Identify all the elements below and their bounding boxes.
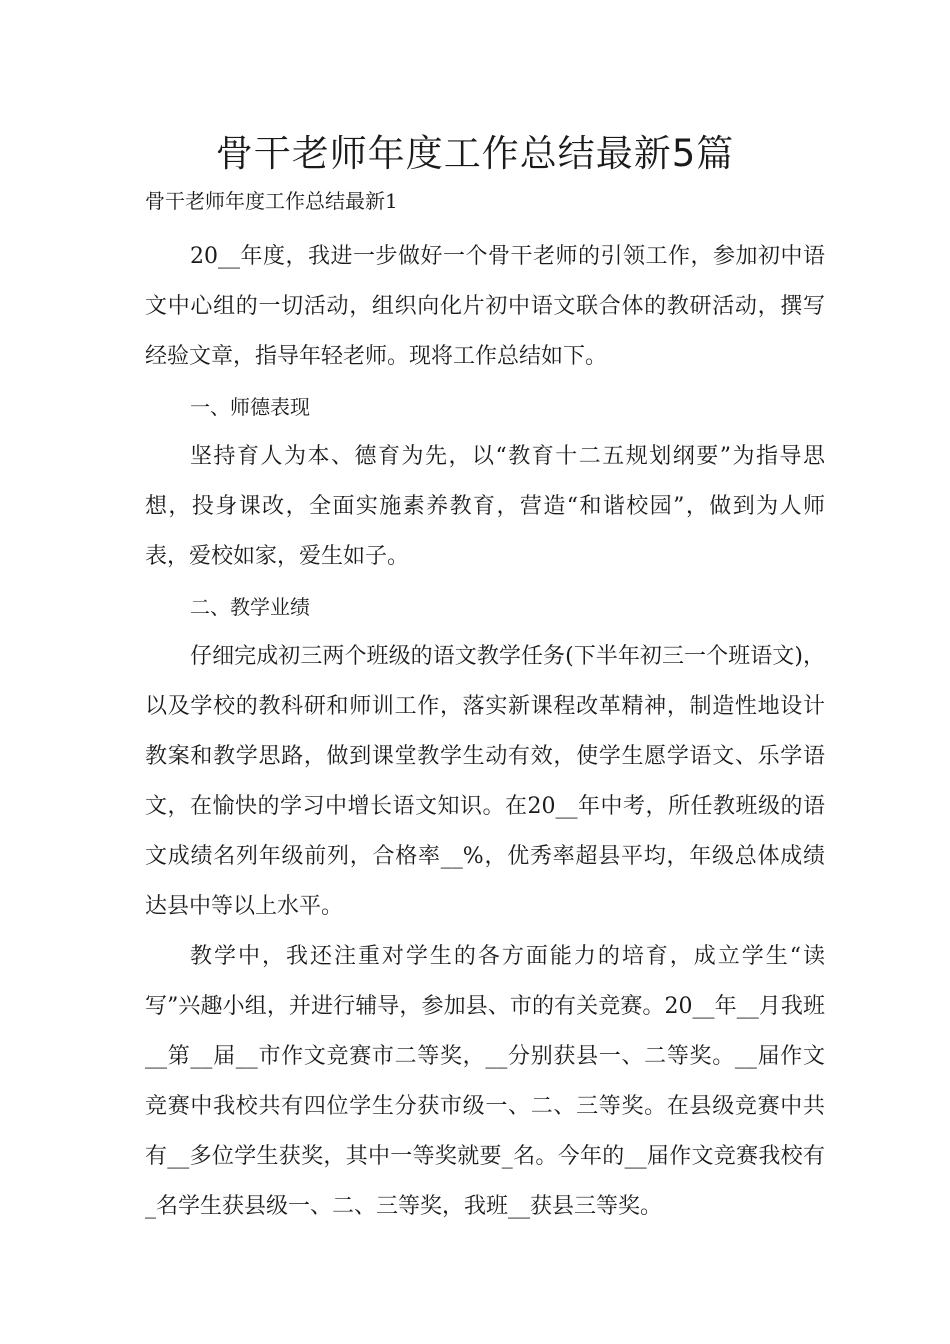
section-subtitle: 骨干老师年度工作总结最新1 [145, 189, 398, 213]
document-body [145, 232, 825, 1232]
paragraph-competitions: 教学中，我还注重对学生的各方面能力的培育，成立学生“读写”兴趣小组，并进行辅导，参加县、市的有关竞赛。20__年__月我班__第__届__市作文竞赛市二等奖，__分别获县一、二等奖。__届作文竞赛中我校共有四位学生分获市级一、二、三等奖。在县级竞赛中共有__多位学生获奖，其中一等奖就要_名。今年的__届作文竞赛我校有_名学生获县级一、二、三等奖，我班__获县三等奖。 [145, 944, 825, 1219]
paragraph-teaching: 仔细完成初三两个班级的语文教学任务(下半年初三一个班语文)，以及学校的教科研和师训工作，落实新课程改革精神，制造性地设计教案和教学思路，做到课堂教学生动有效，使学生愿学语文、乐学语文，在愉快的学习中增长语文知识。在20__年中考，所任教班级的语文成绩名列年级前列，合格率__%，优秀率超县平均，年级总体成绩达县中等以上水平。 [145, 644, 825, 919]
section-heading-ethics: 一、师德表现 [190, 395, 310, 419]
paragraph-intro: 20__年度，我进一步做好一个骨干老师的引领工作，参加初中语文中心组的一切活动，组织向化片初中语文联合体的教研活动，撰写经验文章，指导年轻老师。现将工作总结如下。 [145, 244, 825, 369]
section-heading-teaching: 二、教学业绩 [190, 595, 310, 619]
paragraph-ethics: 坚持育人为本、德育为先，以“教育十二五规划纲要”为指导思想，投身课改，全面实施素养教育，营造“和谐校园”，做到为人师表，爱校如家，爱生如子。 [145, 444, 825, 569]
document-title: 骨干老师年度工作总结最新5篇 [215, 132, 735, 175]
